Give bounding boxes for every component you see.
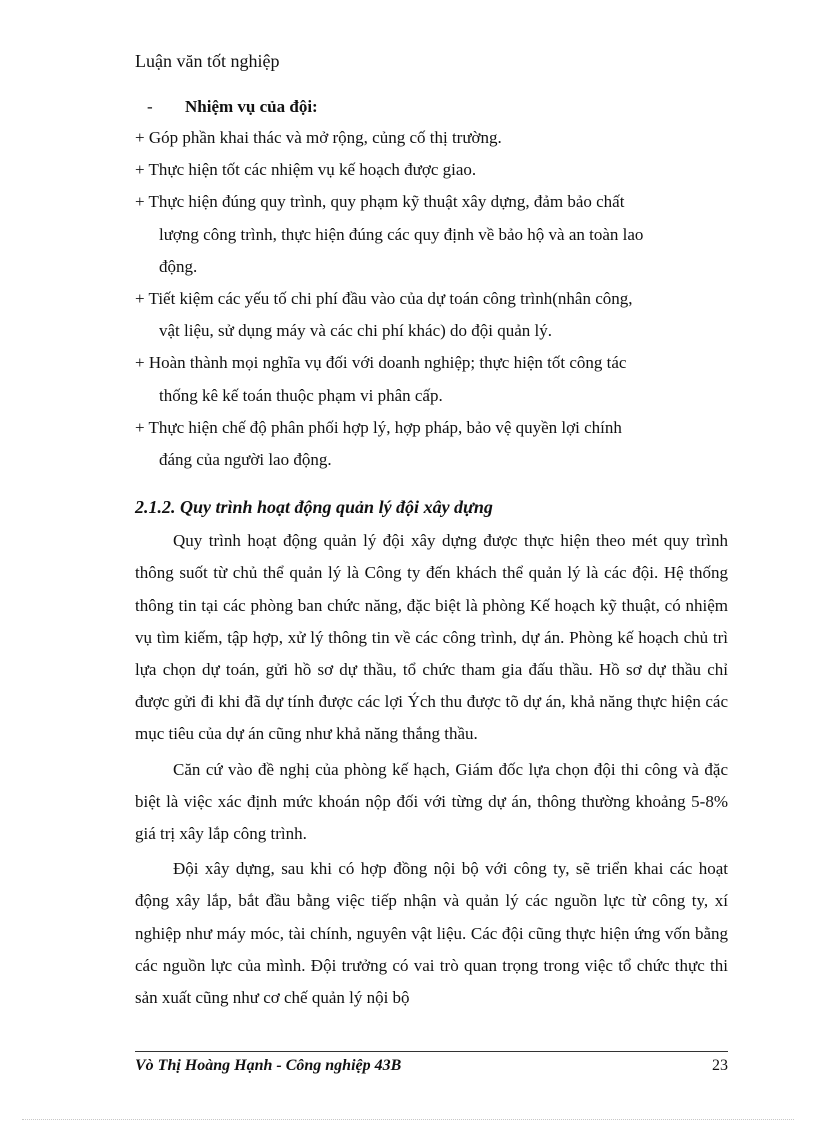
task-line: + Hoàn thành mọi nghĩa vụ đối với doanh nghiệp; thực hiện tốt công tác [135,353,627,373]
running-header: Luận văn tốt nghiệp [135,51,280,71]
task-line: đáng của người lao động. [159,450,332,470]
page-number: 23 [712,1057,728,1074]
task-line: + Tiết kiệm các yếu tố chi phí đầu vào của dự toán công trình(nhân công, [135,289,633,309]
section-title: 2.1.2. Quy trình hoạt động quản lý đội xây dựng [135,497,493,518]
paragraph: Quy trình hoạt động quản lý đội xây dựng được thực hiện theo mét quy trình thông suốt từ chủ thể quản lý là Công ty đến khách thể quản lý là các đội. Hệ thống thông tin tại các phòng ban chức năng, đặc biệt là phòng Kế hoạch kỹ thuật, có nhiệm vụ tìm kiếm, tập hợp, xử lý thông tin về các công trình, dự án. Phòng kế hoạch chủ trì lựa chọn dự toán, gửi hồ sơ dự thầu, tổ chức tham gia đấu thầu. Hồ sơ dự thầu chỉ được gửi đi khi đã dự tính được các lợi Ých thu được tõ dự án, khả năng thực hiện các mục tiêu của dự án cũng như khả năng thắng thầu. [135,531,728,744]
paragraph: Căn cứ vào đề nghị của phòng kế hạch, Giám đốc lựa chọn đội thi công và đặc biệt là việc xác định mức khoán nộp đối với từng dự án, thông thường khoảng 5-8% giá trị xây lắp công trình. [135,759,728,844]
page-bottom-border [22,1119,794,1120]
task-line: vật liệu, sử dụng máy và các chi phí khác) do đội quản lý. [159,321,553,341]
task-line: + Thực hiện tốt các nhiệm vụ kế hoạch được giao. [135,160,477,180]
task-line: động. [159,256,198,276]
page-content [135,92,728,1014]
tasks-heading-text: Nhiệm vụ của đội: [185,97,318,116]
task-line: + Thực hiện chế độ phân phối hợp lý, hợp pháp, bảo vệ quyền lợi chính [135,417,622,437]
task-line: + Thực hiện đúng quy trình, quy phạm kỹ thuật xây dựng, đảm bảo chất [135,192,625,212]
section-body [135,525,728,1014]
paragraph: Đội xây dựng, sau khi có hợp đồng nội bộ với công ty, sẽ triển khai các hoạt động xây lắp, bắt đầu bằng việc tiếp nhận và quản lý các nguồn lực từ công ty, xí nghiệp như máy móc, tài chính, nguyên vật liệu. Các đội cũng thực hiện ứng vốn bằng các nguồn lực của mình. Đội trưởng có vai trò quan trọng trong việc tổ chức thực thi sản xuất cũng như cơ chế quản lý nội bộ [135,859,728,1008]
task-line: lượng công trình, thực hiện đúng các quy định về bảo hộ và an toàn lao [159,224,644,244]
task-line: thống kê kế toán thuộc phạm vi phân cấp. [159,385,443,405]
footer-divider [135,1051,728,1052]
task-line: + Góp phần khai thác và mở rộng, củng cố thị trường. [135,128,502,147]
tasks-list [135,122,728,476]
tasks-heading [135,92,728,122]
bullet-dash: - [147,97,153,116]
footer-author: Vò Thị Hoàng Hạnh - Công nghiệp 43B [135,1057,402,1074]
